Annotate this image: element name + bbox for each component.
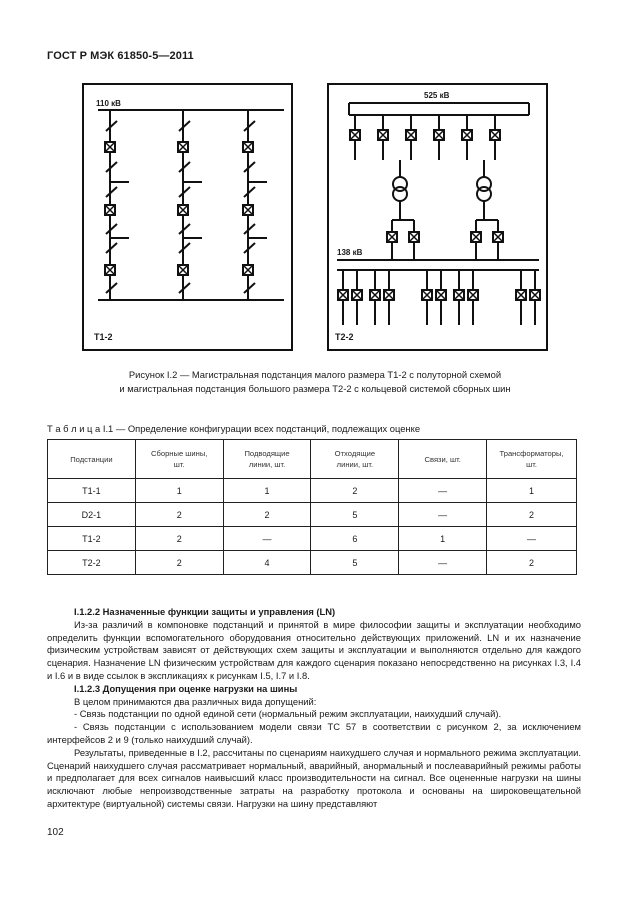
body-text (47, 606, 581, 811)
table-cell: 5 (311, 503, 399, 527)
header-outgoing-lines: Отходящие линии, шт. (311, 440, 399, 479)
table-cell: Т2-2 (48, 551, 136, 575)
table-cell: 4 (223, 551, 311, 575)
list-item: - Связь подстанции с использованием модели связи ТС 57 в соответствии с рисунком 2, за исключением интерфейсов 2 и 9 (только наихудший случай). (47, 721, 581, 745)
figure-caption-line1: Рисунок I.2 — Магистральная подстанция малого размера Т1-2 с полуторной схемой (128, 369, 502, 380)
table-cell: 2 (311, 479, 399, 503)
bus-label-138kv: 138 кВ (337, 248, 363, 257)
table-row (48, 503, 577, 527)
table-cell: Т1-2 (48, 527, 136, 551)
table-cell: — (223, 527, 311, 551)
table-row (48, 479, 577, 503)
table-cell: 2 (135, 503, 223, 527)
table-cell: 6 (311, 527, 399, 551)
table-cell: 5 (311, 551, 399, 575)
paragraph: В целом принимаются два различных вида допущений: (74, 695, 317, 707)
document-header: ГОСТ Р МЭК 61850-5—2011 (47, 50, 194, 62)
header-transformers: Трансформаторы, шт. (487, 440, 577, 479)
page-number: 102 (47, 827, 64, 838)
header-incoming-lines: Подводящие линии, шт. (223, 440, 311, 479)
bus-label-525kv: 525 кВ (424, 91, 450, 100)
section-heading-1-1-2-2: I.1.2.2 Назначенные функции защиты и управления (LN) (74, 606, 336, 617)
table-cell: 2 (487, 551, 577, 575)
header-couplers: Связи, шт. (399, 440, 487, 479)
table-cell: D2-1 (48, 503, 136, 527)
table-cell: 2 (135, 551, 223, 575)
table-cell: 1 (135, 479, 223, 503)
configuration-table (47, 439, 577, 575)
table-cell: 1 (487, 479, 577, 503)
table-row (48, 527, 577, 551)
header-substations: Подстанции (48, 440, 136, 479)
table-cell: 2 (223, 503, 311, 527)
table-cell: 1 (223, 479, 311, 503)
one-line-diagram-t2-2 (329, 85, 546, 349)
diagram-label-t1-2: Т1-2 (94, 332, 113, 342)
diagram-t2-2 (327, 83, 548, 351)
table-cell: 2 (487, 503, 577, 527)
table-header-row (48, 440, 577, 479)
list-item: - Связь подстанции по одной единой сети (нормальный режим эксплуатации, наихудший случай). (74, 708, 502, 720)
table-cell: 2 (135, 527, 223, 551)
paragraph: Результаты, приведенные в I.2, рассчитаны по сценариям наихудшего случая и нормального режима эксплуатации. Сценарий наихудшего случая рассматривает нормальный, аварийный, анормальный и послеаварийный режимы работы и предполагает для всех сигналов наивысший класс производительности на сигнал. Все оцененные нагрузки на шины исключают любые непроизводственные затраты на разработку протокола и основаны на широковещательной архитектуре (виртуальной) системы связи. Нагрузки на шину представляют (47, 746, 581, 809)
paragraph: Из-за различий в компоновке подстанций и принятой в мире философии защиты и эксплуатации необходимо определить функции вспомогательного оборудования относительно действующих приложений. LN и их назначение физическим устройствам зависят от действующих схем защиты и эксплуатации и выполняются отдельно для каждого сценария. Назначение LN физическим устройствам для каждого сценария показано непосредственно на рисунках I.3, I.4 и I.6 и в виде ссылок в экспликациях к рисункам I.5, I.7 и I.8. (47, 618, 581, 681)
diagram-label-t2-2: Т2-2 (335, 332, 354, 342)
section-heading-1-1-2-3: I.1.2.3 Допущения при оценке нагрузки на шины (74, 682, 298, 694)
table-row (48, 551, 577, 575)
table-cell: — (399, 503, 487, 527)
table-cell: Т1-1 (48, 479, 136, 503)
header-busbars: Сборные шины, шт. (135, 440, 223, 479)
table-cell: — (399, 551, 487, 575)
diagram-t1-2 (82, 83, 293, 351)
one-line-diagram-t1-2 (84, 85, 291, 349)
table-cell: — (399, 479, 487, 503)
table-caption: Т а б л и ц а I.1 — Определение конфигурации всех подстанций, подлежащих оценке (47, 423, 421, 434)
bus-label-110kv: 110 кВ (96, 99, 121, 108)
table-cell: 1 (399, 527, 487, 551)
table-cell: — (487, 527, 577, 551)
figure-caption-line2: и магистральная подстанция большого размера Т2-2 с кольцевой системой сборных шин (119, 383, 511, 394)
